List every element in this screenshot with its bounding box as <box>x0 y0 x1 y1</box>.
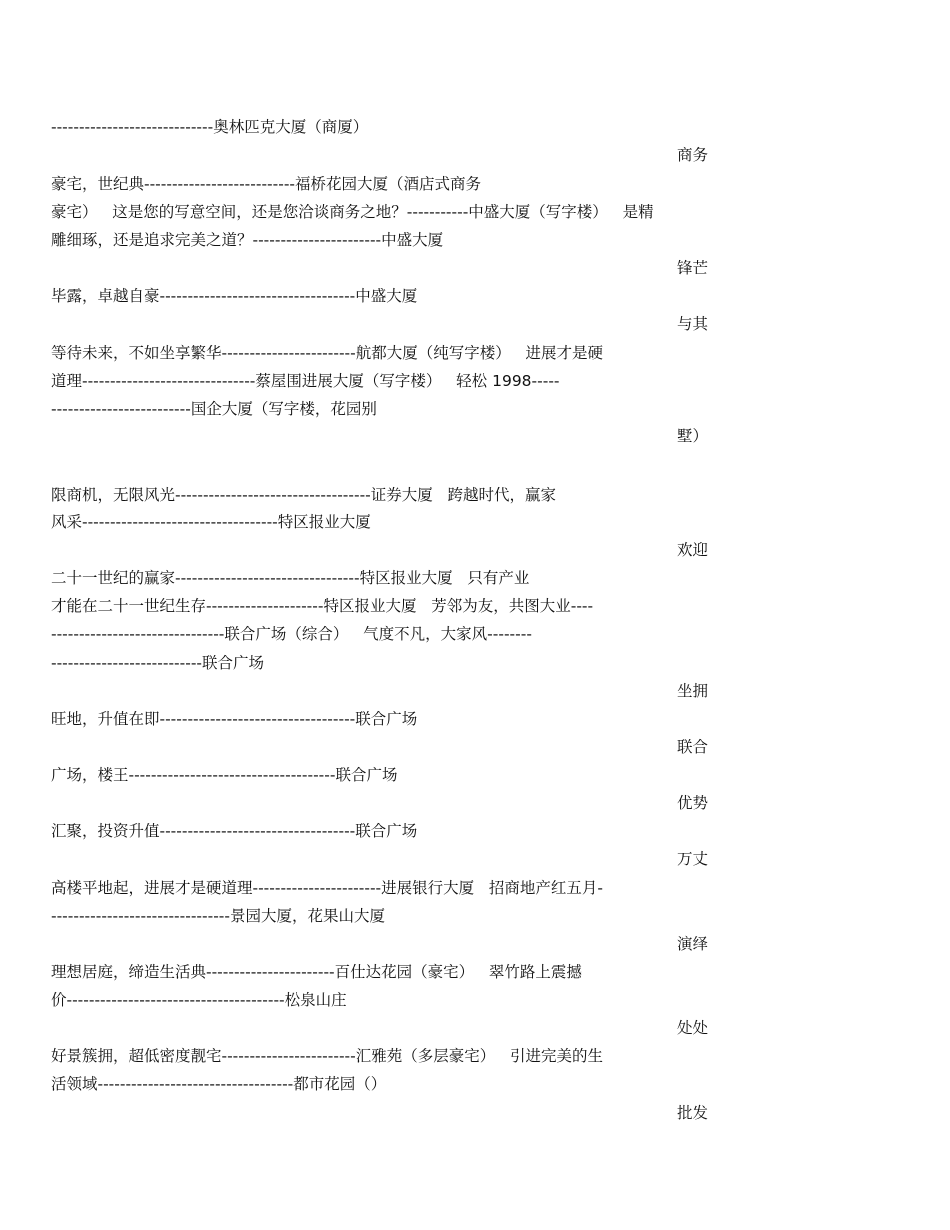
text-line: 好景簇拥，超低密度靓宅------------------------汇雅苑（多层豪宅） 引进完美的生 <box>51 1047 604 1065</box>
text-line: 风采-----------------------------------特区报业大厦 <box>51 513 371 531</box>
text-line: 毕露，卓越自豪-----------------------------------中盛大厦 <box>51 287 418 305</box>
text-line-right: 联合 <box>677 738 709 756</box>
text-line: 高楼平地起，进展才是硬道理-----------------------进展银行大厦 招商地产红五月- <box>51 879 604 897</box>
text-line: 才能在二十一世纪生存---------------------特区报业大厦 芳邻为友，共图大业---- <box>51 597 594 615</box>
text-line: 汇聚，投资升值-----------------------------------联合广场 <box>51 822 418 840</box>
text-line: 道理-------------------------------蔡屋围进展大厦（写字楼） 轻松 1998----- <box>51 372 560 390</box>
text-line: 旺地，升值在即-----------------------------------联合广场 <box>51 710 418 728</box>
text-line: -------------------------国企大厦（写字楼，花园别 <box>51 400 377 418</box>
text-line-right: 墅） <box>677 427 709 445</box>
text-line-right: 商务 <box>677 146 709 164</box>
text-line: ---------------------------联合广场 <box>51 654 265 672</box>
text-line: -----------------------------奥林匹克大厦（商厦） <box>51 118 369 136</box>
text-line-right: 处处 <box>677 1019 709 1037</box>
text-line: 广场，楼王-------------------------------------联合广场 <box>51 766 398 784</box>
text-line-right: 演绎 <box>677 935 709 953</box>
text-line-right: 锋芒 <box>677 259 709 277</box>
text-line: 活领域-----------------------------------都市花园（） <box>51 1075 387 1093</box>
text-line: 豪宅） 这是您的写意空间，还是您洽谈商务之地？-----------中盛大厦（写字楼） 是精 <box>51 203 654 221</box>
text-line-right: 优势 <box>677 794 709 812</box>
text-line: 价---------------------------------------松泉山庄 <box>51 991 347 1009</box>
text-line: 二十一世纪的赢家---------------------------------特区报业大厦 只有产业 <box>51 569 530 587</box>
text-line: --------------------------------景园大厦，花果山大厦 <box>51 907 385 925</box>
text-line-right: 万丈 <box>677 850 709 868</box>
text-line-right: 批发 <box>677 1104 709 1122</box>
text-line-right: 与其 <box>677 315 709 333</box>
text-line: -------------------------------联合广场（综合） 气度不凡，大家风-------- <box>51 625 532 643</box>
text-line: 雕细琢，还是追求完美之道？-----------------------中盛大厦 <box>51 231 444 249</box>
text-line: 限商机，无限风光-----------------------------------证券大厦 跨越时代，赢家 <box>51 486 557 504</box>
text-line: 等待未来，不如坐享繁华------------------------航都大厦（纯写字楼） 进展才是硬 <box>51 344 604 362</box>
text-line: 豪宅，世纪典---------------------------福桥花园大厦（酒店式商务 <box>51 175 482 193</box>
text-line-right: 欢迎 <box>677 541 709 559</box>
text-line: 理想居庭，缔造生活典-----------------------百仕达花园（豪宅） 翠竹路上震撼 <box>51 963 582 981</box>
text-line-right: 坐拥 <box>677 682 709 700</box>
